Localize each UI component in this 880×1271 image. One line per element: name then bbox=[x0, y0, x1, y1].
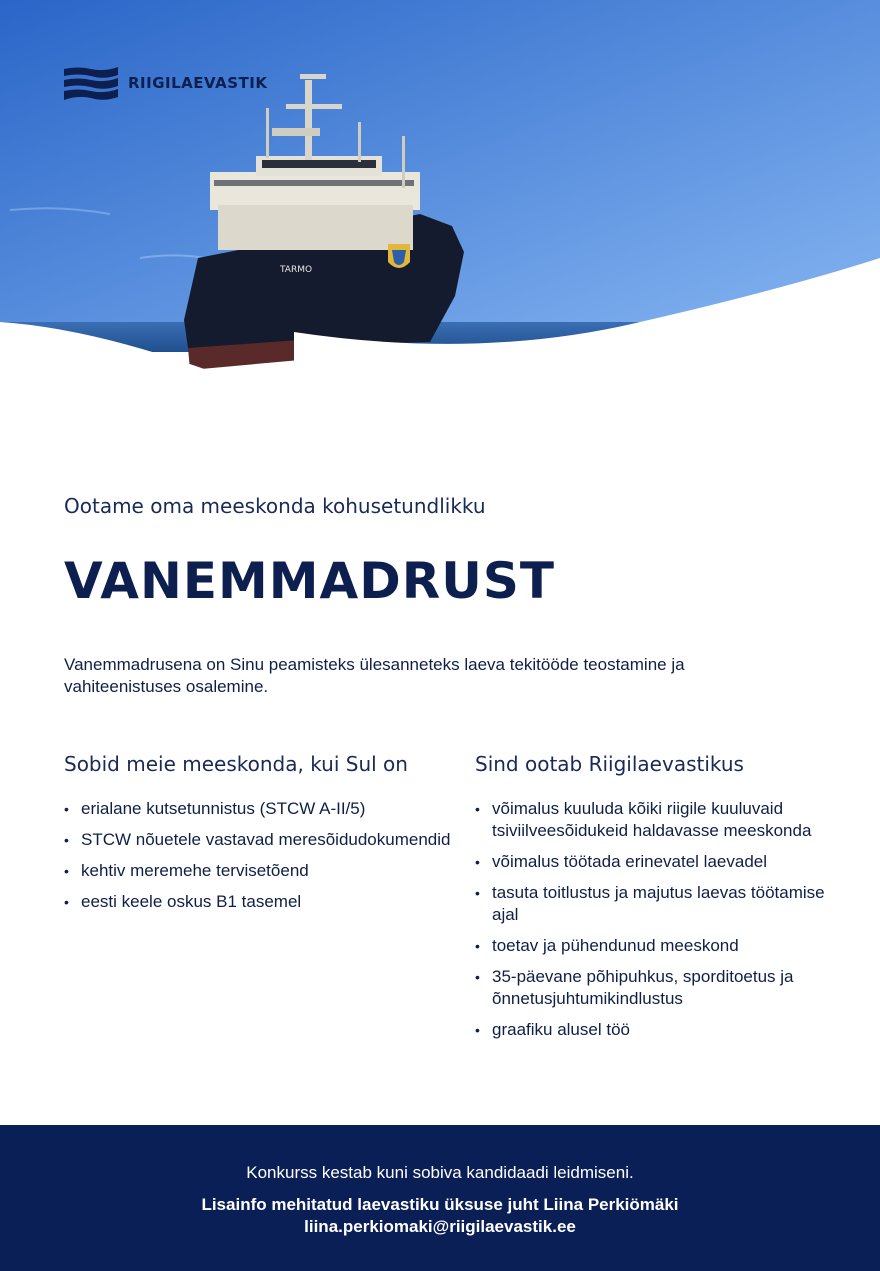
requirement-item: • STCW nõuetele vastavad meresõidudokumendid bbox=[64, 829, 454, 851]
requirement-item: • eesti keele oskus B1 tasemel bbox=[64, 891, 454, 913]
job-title: VANEMMADRUST bbox=[64, 552, 555, 610]
ship-photo bbox=[0, 0, 880, 420]
offers-list bbox=[475, 798, 835, 1041]
deadline-note: Konkurss kestab kuni sobiva kandidaadi leidmiseni. bbox=[246, 1163, 634, 1182]
requirements-list bbox=[64, 798, 454, 913]
offer-item: • 35-päevane põhipuhkus, sporditoetus ja õnnetusjuhtumikindlustus bbox=[475, 966, 835, 1010]
offer-item: • võimalus kuuluda kõiki riigile kuuluvaid tsiviilveesõidukeid haldavasse meeskonda bbox=[475, 798, 835, 842]
requirement-item: • kehtiv meremehe tervisetõend bbox=[64, 860, 454, 882]
contact-person: Lisainfo mehitatud laevastiku üksuse juht Liina Perkiömäki bbox=[201, 1195, 679, 1214]
offer-item: • graafiku alusel töö bbox=[475, 1019, 835, 1041]
requirement-item: • erialane kutsetunnistus (STCW A-II/5) bbox=[64, 798, 454, 820]
offer-item: • tasuta toitlustus ja majutus laevas töötamise ajal bbox=[475, 882, 835, 926]
contact-email[interactable]: liina.perkiomaki@riigilaevastik.ee bbox=[304, 1217, 576, 1236]
offers-title: Sind ootab Riigilaevastikus bbox=[475, 752, 744, 776]
hero-photo bbox=[0, 0, 880, 420]
brand-logo bbox=[64, 66, 267, 100]
requirements-title: Sobid meie meeskonda, kui Sul on bbox=[64, 752, 408, 776]
waves-logo-icon bbox=[64, 66, 118, 100]
job-description: Vanemmadrusena on Sinu peamisteks ülesanneteks laeva tekitööde teostamine ja vahiteenistuses osalemine. bbox=[64, 655, 685, 696]
requirements-section bbox=[64, 752, 454, 922]
svg-text:TARMO: TARMO bbox=[280, 265, 313, 275]
offers-section bbox=[475, 752, 835, 1050]
contact-footer bbox=[0, 1125, 880, 1271]
offer-item: • võimalus töötada erinevatel laevadel bbox=[475, 851, 835, 873]
offer-item: • toetav ja pühendunud meeskond bbox=[475, 935, 835, 957]
intro-text: Ootame oma meeskonda kohusetundlikku bbox=[64, 494, 486, 518]
brand-name: RIIGILAEVASTIK bbox=[128, 74, 268, 92]
